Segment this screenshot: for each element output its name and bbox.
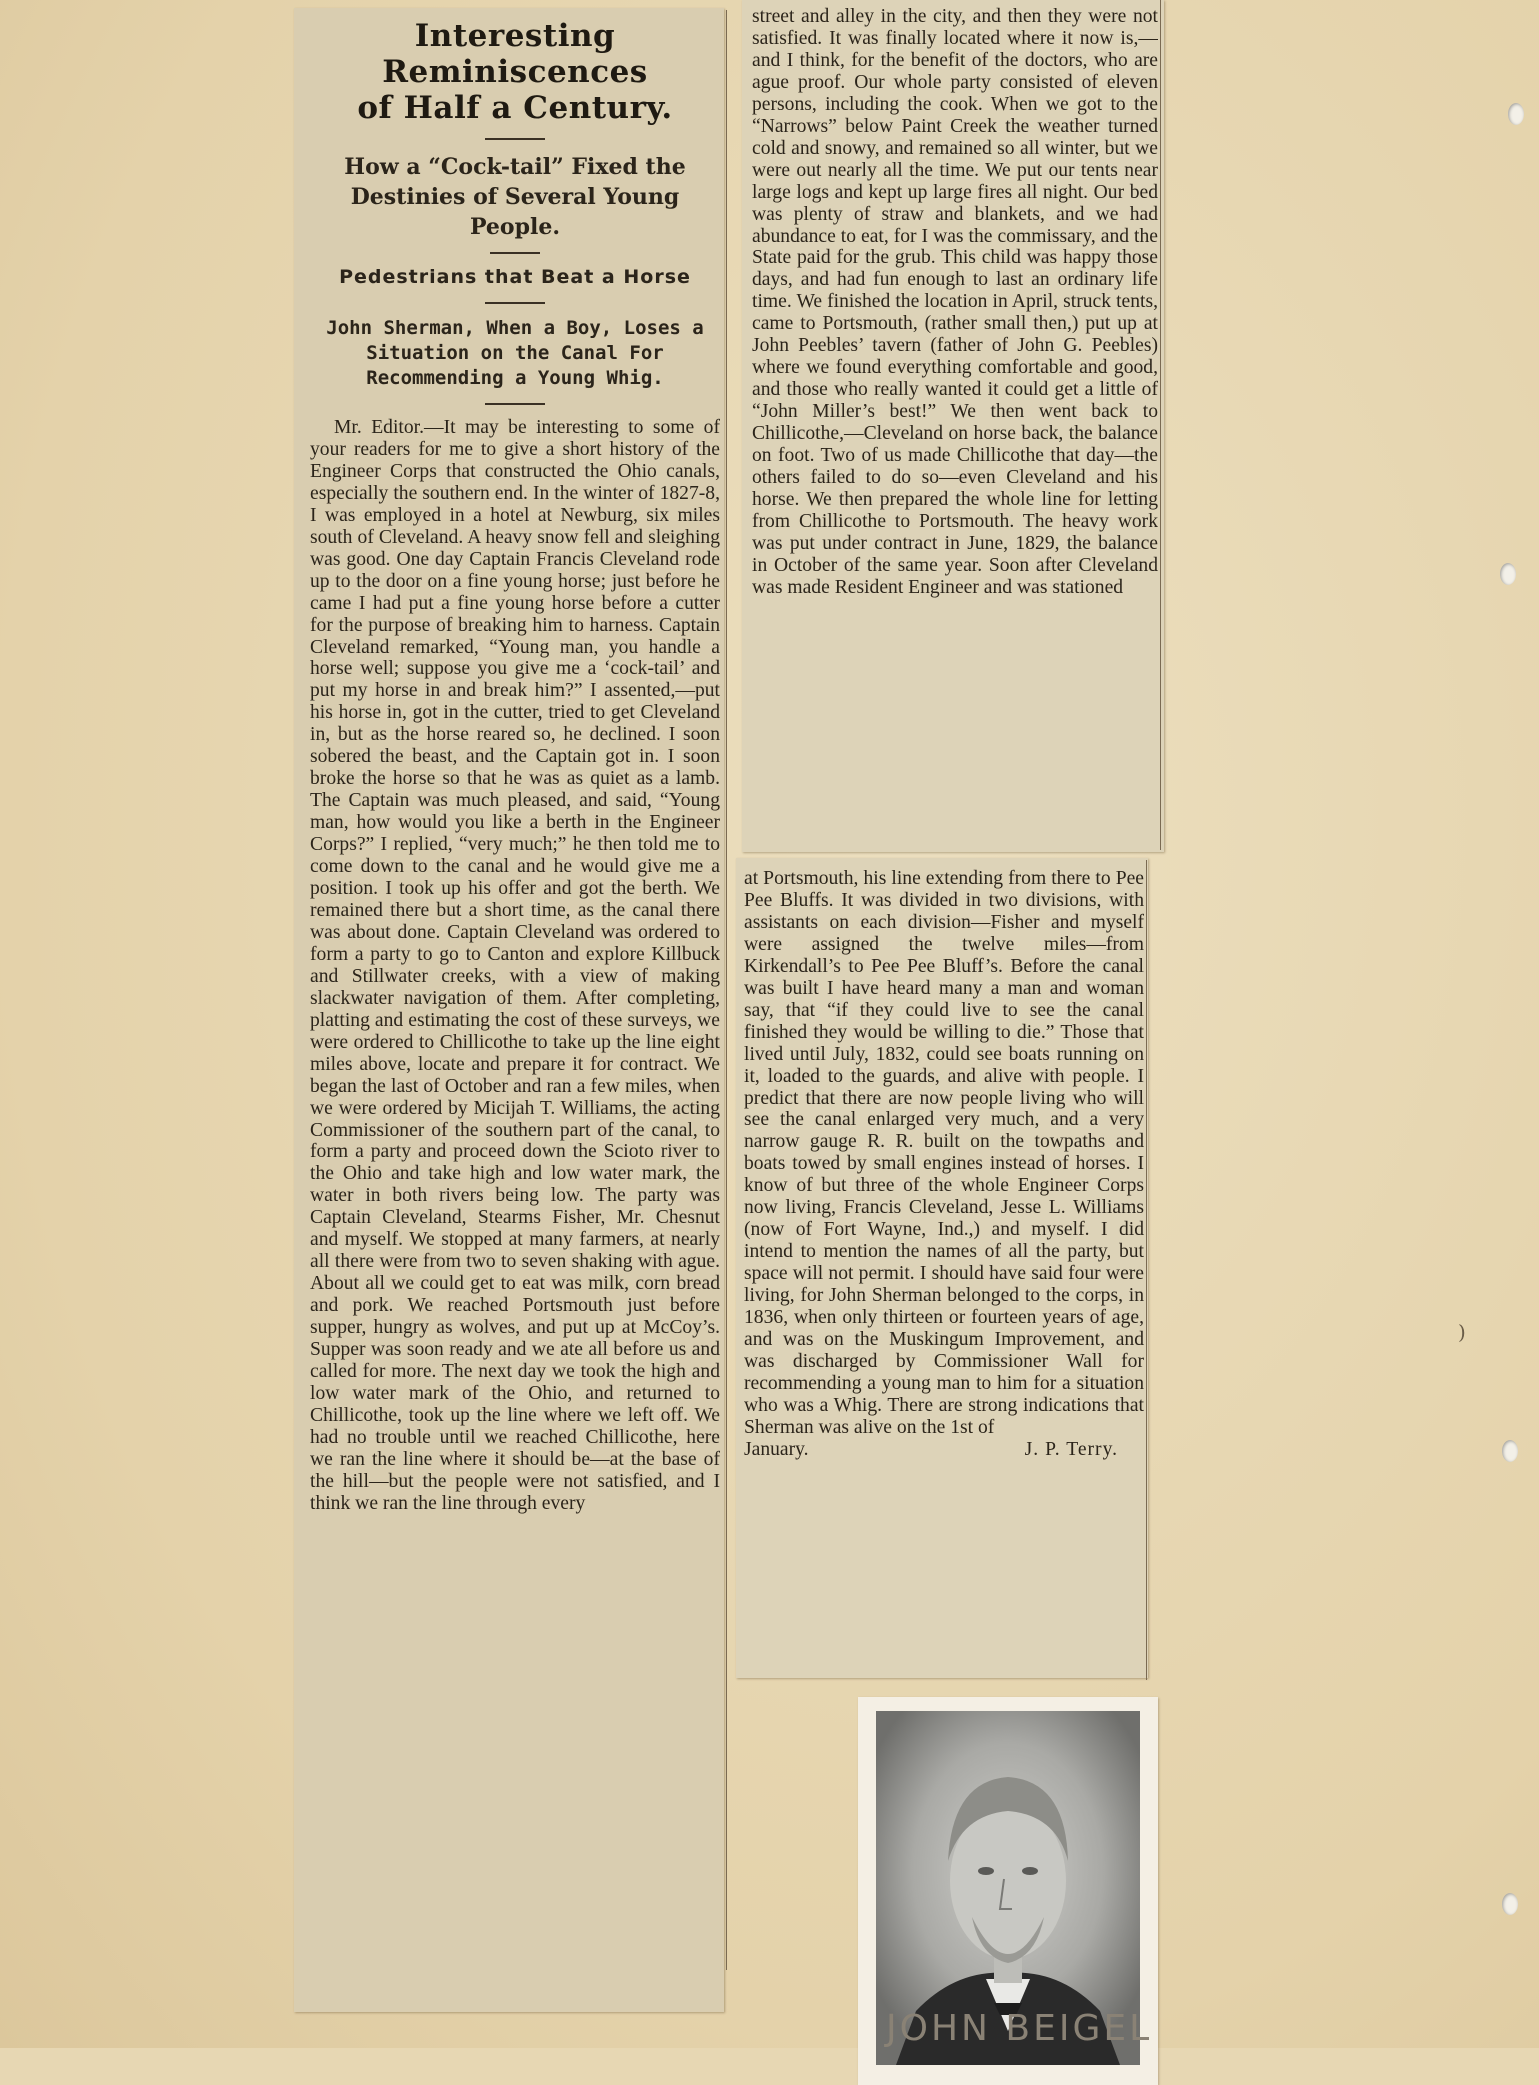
article-body-part-1: Mr. Editor.—It may be interesting to some of your readers for me to give a short history of the Engineer Corps that constructed the Ohio canals, especially the southern end. In the winter of 1827-8, I was employed in a hotel at Newburg, six miles south of Cleveland. A heavy snow fell and sleighing was good. One day Captain Francis Cleveland rode up to the door on a fine young horse; just before he came I had put a fine young horse before a cutter for the purpose of breaking him to harness. Captain Cleveland remarked, “Young man, you handle a horse well; suppose you give me a ‘cock-tail’ and put my horse in and break him?” I assented,—put his horse in, got in the cutter, tried to get Cleveland in, but as the horse reared so, he declined. I soon sobered the beast, and the Captain got in. I soon broke the horse so that he was as quiet as a lamb. The Captain was much pleased, and said, “Young man, how would you like a berth in the Engineer Corps?” I replied, “very much;” he then told me to come down to the canal and he would give me a position. I took up his offer and got the berth. We remained there but a short time, as the canal there was about done. Captain Cleveland was ordered to form a party to go to Canton and explore Killbuck and Stillwater creeks, with a view of making slackwater navigation of them. After completing, platting and estimating the cost of these surveys, we were ordered to Chillicothe to take up the line eight miles above, locate and prepare it for contract. We began the last of October and ran a few miles, when we were ordered by Micijah T. Williams, the acting Commissioner of the southern part of the canal, to form a party and proceed down the Scioto river to the Ohio and take high and low water mark, the water in both rivers being low. The party was Captain Cleveland, Stearms Fisher, Mr. Chesnut and myself. We stopped at many farmers, at nearly all there were from two to seven shaking with ague. About all we could get to eat was milk, corn bread and pork. We reached Portsmouth just before supper, hungry as wolves, and put up at McCoy’s. Supper was soon ready and we ate all before us and called for more. The next day we took the high and low water mark of the Ohio, and returned to Chillicothe, took up the line where we left off. We had no trouble until we reached Chillicothe, here we ran the line where it should be—at the base of the hill—but the people were not satisfied, and I think we ran the line through every — [310, 417, 720, 1514]
closing-word: January. — [744, 1438, 809, 1460]
binder-hole-2 — [1500, 563, 1516, 585]
article-body-part-2: street and alley in the city, and then they were not satisfied. It was finally located where it now is,—and I think, for the benefit of the doctors, who are ague proof. Our whole party consisted of eleven persons, including the cook. When we got to the “Narrows” below Paint Creek the weather turned cold and snowy, and remained so all winter, but we were out nearly all the time. We put our tents near large logs and kept up large fires all night. Our bed was plenty of straw and blankets, and we had abundance to eat, for I was the commissary, and the State paid for the grub. This child was happy those days, and had fun enough to last an ordinary life time. We finished the location in April, struck tents, came to Portsmouth, (rather small then,) put up at John Peebles’ tavern (father of John G. Peebles) where we found everything comfortable and good, and those who really wanted it could get a little of “John Miller’s best!” We then went back to Chillicothe,—Cleveland on horse back, the balance on foot. Two of us made Chillicothe that day—the others failed to do so—even Cleveland and his horse. We then prepared the whole line for letting from Chillicothe to Portsmouth. The heavy work was put under contract in June, 1829, the balance in October of the same year. Soon after Cleveland was made Resident Engineer and was stationed — [752, 6, 1158, 598]
binder-hole-1 — [1508, 103, 1524, 125]
column-rule-1 — [726, 10, 727, 1970]
binder-hole-3 — [1502, 1440, 1518, 1462]
article-column-2 — [752, 6, 1158, 599]
subheading-1: How a “Cock-tail” Fixed the Destinies of Several Young People. — [344, 154, 686, 240]
headline — [310, 18, 720, 126]
edge-mark: ) — [1458, 1320, 1466, 1344]
divider-rule — [485, 302, 545, 304]
article-column-3 — [744, 868, 1144, 1461]
divider-rule — [485, 138, 545, 140]
article-body-part-3: at Portsmouth, his line extending from there to Pee Pee Bluffs. It was divided in two divisions, with assistants on each division—Fisher and myself were assigned the twelve miles—from Kirkendall’s to Pee Pee Bluff’s. Before the canal was built I have heard many a man and woman say, that “if they could live to see the canal finished they would be willing to die.” Those that lived until July, 1832, could see boats running on it, loaded to the guards, and alive with people. I predict that there are now people living who will see the canal enlarged very much, and a very narrow gauge R. R. built on the towpaths and boats towed by small engines instead of horses. I know of but three of the whole Engineer Corps now living, Francis Cleveland, Jesse L. Williams (now of Fort Wayne, Ind.,) and myself. I did intend to mention the names of all the party, but space will not permit. I should have said four were living, for John Sherman belonged to the corps, in 1836, when only thirteen or fourteen years of age, and was on the Muskingum Improvement, and was discharged by Commissioner Wall for recommending a young man to him for a situation who was a Whig. There are strong indications that Sherman was alive on the 1st of — [744, 868, 1144, 1438]
column-rule-3 — [1146, 860, 1147, 1680]
divider-rule — [485, 403, 545, 405]
author-signature: J. P. Terry. — [1024, 1438, 1118, 1460]
binder-hole-4 — [1502, 1893, 1518, 1915]
subheading-3: John Sherman, When a Boy, Loses a Situation on the Canal For Recommending a Young Whig. — [326, 317, 704, 389]
article-column-1 — [310, 18, 720, 1515]
portrait-caption: JOHN BEIGEL — [886, 2008, 1153, 2049]
column-rule-2 — [1160, 0, 1161, 850]
headline-line-1: Interesting Reminiscences — [382, 18, 648, 90]
headline-line-2: of Half a Century. — [357, 90, 673, 126]
subheading-2: Pedestrians that Beat a Horse — [339, 266, 691, 288]
signature-line — [744, 1439, 1144, 1461]
divider-rule — [490, 252, 540, 254]
portrait-eye-right — [1022, 1867, 1038, 1875]
portrait-eye-left — [978, 1867, 994, 1875]
